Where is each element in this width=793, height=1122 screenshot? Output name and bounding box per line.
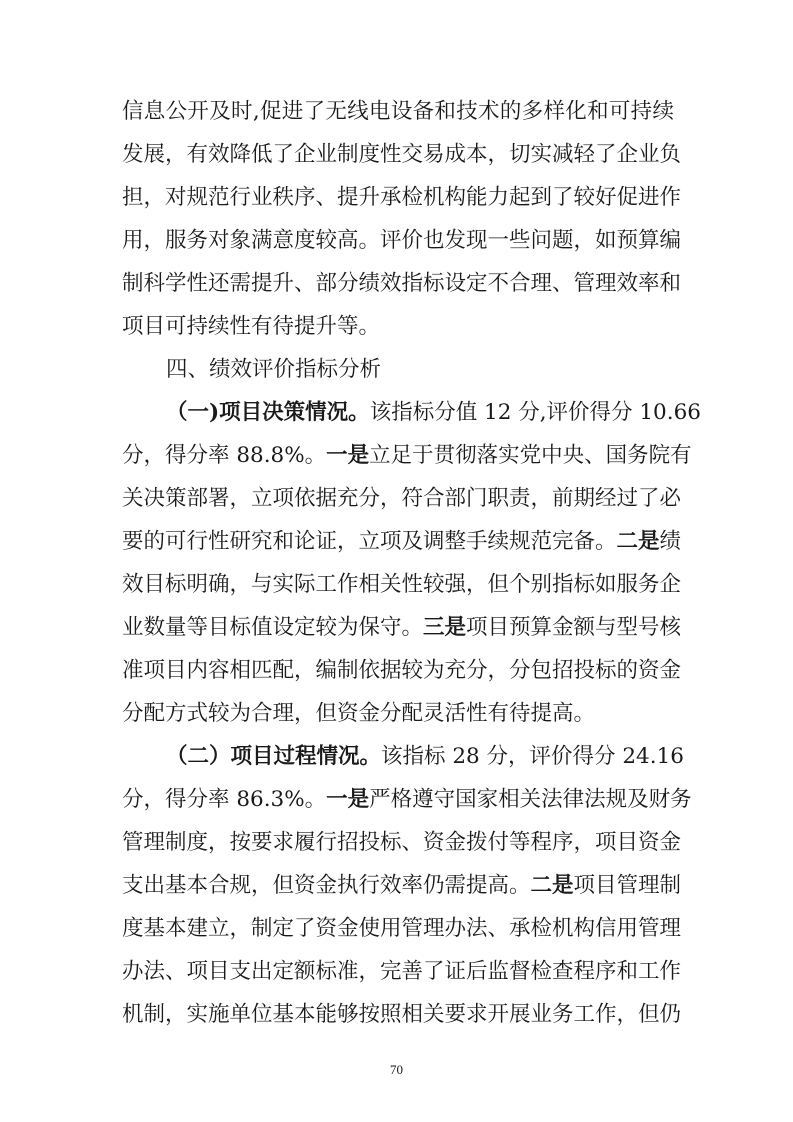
paragraph-line: 发展，有效降低了企业制度性交易成本，切实减轻了企业负 — [122, 142, 682, 167]
paragraph-line — [122, 527, 682, 557]
text-span: 分，得分率 86.3%。 — [122, 787, 327, 812]
paragraph-line: 关决策部署，立项依据充分，符合部门职责，前期经过了必 — [122, 486, 682, 511]
text-span: 项目管理制 — [573, 873, 682, 898]
emphasis-span: 三是 — [423, 615, 467, 640]
paragraph-line — [122, 871, 682, 901]
subsection-text: 该指标 28 分，评价得分 24.16 — [381, 744, 684, 769]
emphasis-span: 二是 — [530, 873, 574, 898]
emphasis-span: 二是 — [616, 529, 660, 554]
paragraph-line: 机制，实施单位基本能够按照相关要求开展业务工作，但仍 — [122, 1002, 682, 1027]
text-span: 严格遵守国家相关法律法规及财务 — [369, 787, 692, 812]
text-span: 分，得分率 88.8%。 — [122, 443, 327, 468]
emphasis-span: 一是 — [326, 443, 370, 468]
paragraph-line — [122, 613, 682, 643]
paragraph-line: 度基本建立，制定了资金使用管理办法、承检机构信用管理 — [122, 916, 682, 941]
paragraph-line: 分配方式较为合理，但资金分配灵活性有待提高。 — [122, 701, 596, 726]
paragraph-line: 准项目内容相匹配，编制依据较为充分，分包招投标的资金 — [122, 658, 682, 683]
text-span: 要的可行性研究和论证，立项及调整手续规范完备。 — [122, 529, 617, 554]
text-span: 绩 — [659, 529, 682, 554]
paragraph-line: 项目可持续性有待提升等。 — [122, 314, 381, 339]
emphasis-span: 一是 — [326, 787, 370, 812]
paragraph-line: 办法、项目支出定额标准，完善了证后监督检查程序和工作 — [122, 959, 682, 984]
paragraph-line: 管理制度，按要求履行招投标、资金拨付等程序，项目资金 — [122, 830, 682, 855]
subsection-text: 该指标分值 12 分,评价得分 10.66 — [369, 400, 701, 425]
subsection-first-line — [166, 742, 684, 772]
paragraph-line: 效目标明确，与实际工作相关性较强，但个别指标如服务企 — [122, 572, 682, 597]
text-span: 支出基本合规，但资金执行效率仍需提高。 — [122, 873, 531, 898]
text-span: 项目预算金额与型号核 — [466, 615, 682, 640]
subsection-title: （二）项目过程情况。 — [166, 744, 382, 769]
paragraph-line: 用，服务对象满意度较高。评价也发现一些问题，如预算编 — [122, 228, 682, 253]
paragraph-line: 制科学性还需提升、部分绩效指标设定不合理、管理效率和 — [122, 271, 682, 296]
subsection-title: （一)项目决策情况。 — [166, 400, 370, 425]
paragraph-line — [122, 785, 692, 815]
paragraph-line — [122, 441, 692, 471]
text-span: 立足于贯彻落实党中央、国务院有 — [369, 443, 692, 468]
section-heading: 四、绩效评价指标分析 — [166, 357, 382, 382]
paragraph-line: 担，对规范行业秩序、提升承检机构能力起到了较好促进作 — [122, 185, 682, 210]
paragraph-line: 信息公开及时,促进了无线电设备和技术的多样化和可持续 — [122, 99, 674, 124]
subsection-first-line — [166, 398, 701, 428]
text-span: 业数量等目标值设定较为保守。 — [122, 615, 424, 640]
page-number: 70 — [390, 1062, 403, 1077]
